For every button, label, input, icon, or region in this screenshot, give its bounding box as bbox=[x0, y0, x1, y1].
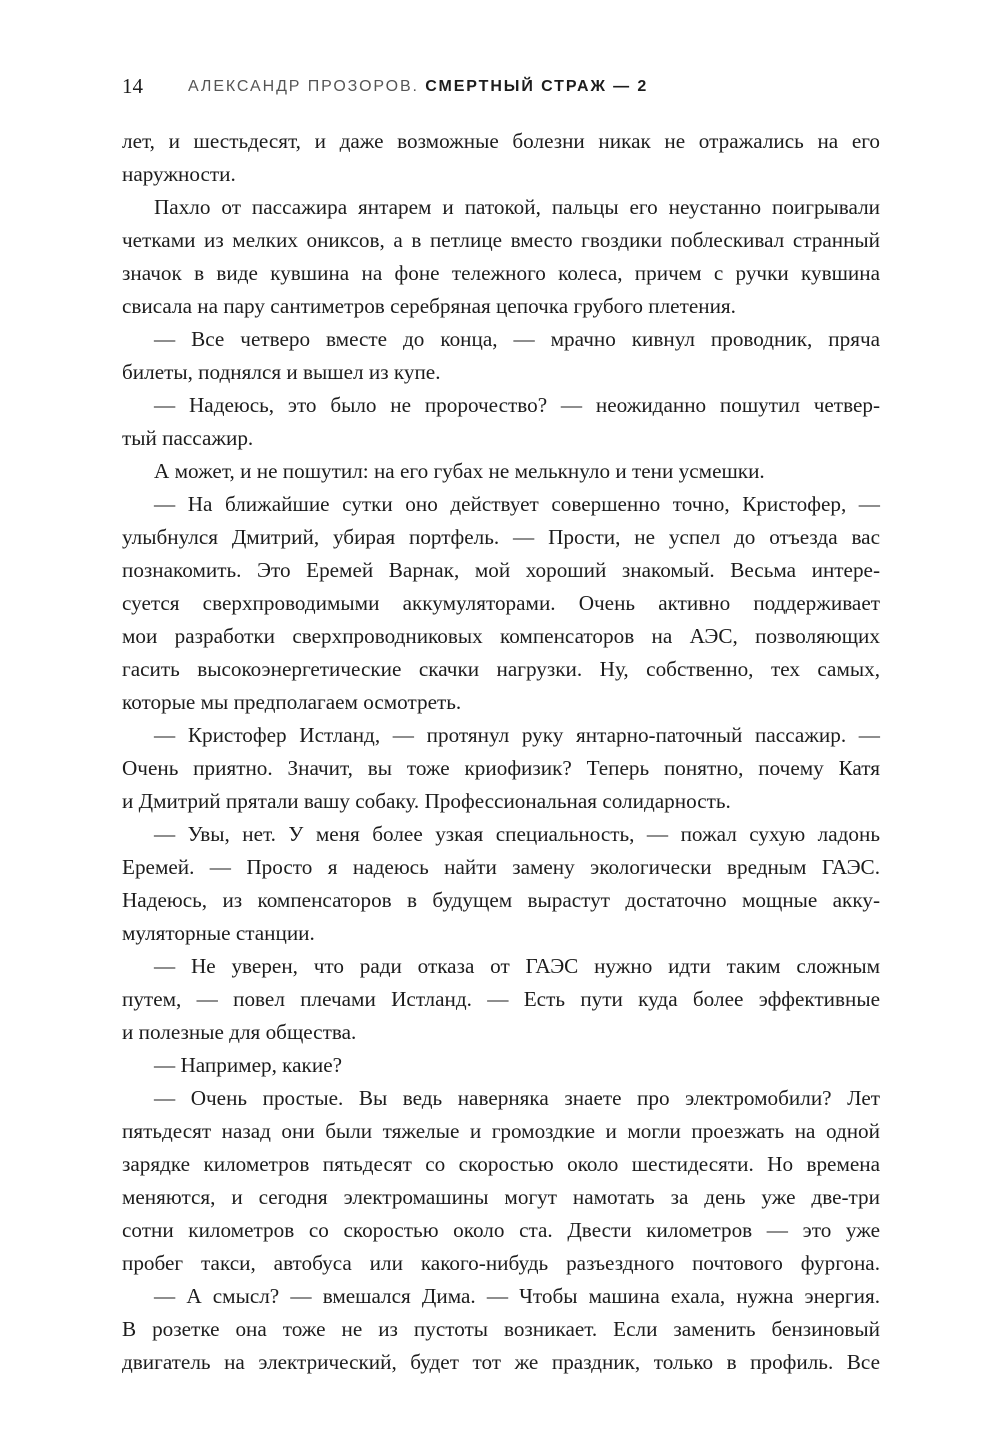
text-line: лет, и шестьдесят, и даже возможные болезни никак не отражались на его bbox=[122, 129, 880, 153]
text-line: — Очень простые. Вы ведь наверняка знаете про электромобили? Лет bbox=[154, 1086, 880, 1110]
text-line: — Все четверо вместе до конца, — мрачно кивнул проводник, пряча bbox=[154, 327, 880, 351]
text-line: суется сверхпроводимыми аккумуляторами. Очень активно поддерживает bbox=[122, 591, 880, 615]
text-line: Пахло от пассажира янтарем и патокой, пальцы его неустанно поигрывали bbox=[154, 195, 880, 219]
book-title: СМЕРТНЫЙ СТРАЖ — 2 bbox=[425, 78, 649, 95]
running-header bbox=[122, 74, 882, 98]
page-number: 14 bbox=[122, 74, 143, 98]
text-line: меняются, и сегодня электромашины могут намотать за день уже две-три bbox=[122, 1185, 880, 1209]
text-line: и полезные для общества. bbox=[122, 1020, 357, 1044]
text-line: муляторные станции. bbox=[122, 921, 315, 945]
text-line: билеты, поднялся и вышел из купе. bbox=[122, 360, 441, 384]
text-line: — А смысл? — вмешался Дима. — Чтобы машина ехала, нужна энергия. bbox=[154, 1284, 880, 1308]
text-line: наружности. bbox=[122, 162, 236, 186]
text-line: пятьдесят назад они были тяжелые и громоздкие и могли проезжать на одной bbox=[122, 1119, 880, 1143]
text-line: — Не уверен, что ради отказа от ГАЭС нужно идти таким сложным bbox=[154, 954, 880, 978]
text-line: — Кристофер Истланд, — протянул руку янтарно-паточный пассажир. — bbox=[154, 723, 880, 747]
text-line: значок в виде кувшина на фоне тележного колеса, причем с ручки кувшина bbox=[122, 261, 880, 285]
body-text bbox=[122, 125, 880, 1379]
running-title bbox=[188, 76, 648, 98]
text-line: и Дмитрий прятали вашу собаку. Профессиональная солидарность. bbox=[122, 789, 731, 813]
text-line: зарядке километров пятьдесят со скоростью около шестидесяти. Но времена bbox=[122, 1152, 880, 1176]
author-name: АЛЕКСАНДР ПРОЗОРОВ. bbox=[188, 78, 419, 95]
text-line: — Надеюсь, это было не пророчество? — неожиданно пошутил четвер- bbox=[154, 393, 880, 417]
text-line: В розетке она тоже не из пустоты возникает. Если заменить бензиновый bbox=[122, 1317, 880, 1341]
text-line: сотни километров со скоростью около ста. Двести километров — это уже bbox=[122, 1218, 880, 1242]
text-line: четками из мелких ониксов, а в петлице вместо гвоздики поблескивал странный bbox=[122, 228, 880, 252]
text-line: пробег такси, автобуса или какого-нибудь разъездного почтового фургона. bbox=[122, 1251, 880, 1275]
text-line: двигатель на электрический, будет тот же праздник, только в профиль. Все bbox=[122, 1350, 880, 1374]
text-line: которые мы предполагаем осмотреть. bbox=[122, 690, 462, 714]
text-line: тый пассажир. bbox=[122, 426, 254, 450]
text-line: — На ближайшие сутки оно действует совершенно точно, Кристофер, — bbox=[154, 492, 880, 516]
text-line: улыбнулся Дмитрий, убирая портфель. — Прости, не успел до отъезда вас bbox=[122, 525, 880, 549]
text-line: Очень приятно. Значит, вы тоже криофизик? Теперь понятно, почему Катя bbox=[122, 756, 880, 780]
text-line: гасить высокоэнергетические скачки нагрузки. Ну, собственно, тех самых, bbox=[122, 657, 880, 681]
text-line: путем, — повел плечами Истланд. — Есть пути куда более эффективные bbox=[122, 987, 880, 1011]
text-line: познакомить. Это Еремей Варнак, мой хороший знакомый. Весьма интере- bbox=[122, 558, 880, 582]
text-line: свисала на пару сантиметров серебряная цепочка грубого плетения. bbox=[122, 294, 736, 318]
text-line: — Например, какие? bbox=[154, 1053, 342, 1077]
text-line: мои разработки сверхпроводниковых компенсаторов на АЭС, позволяющих bbox=[122, 624, 880, 648]
text-line: — Увы, нет. У меня более узкая специальность, — пожал сухую ладонь bbox=[154, 822, 880, 846]
text-line: Еремей. — Просто я надеюсь найти замену экологически вредным ГАЭС. bbox=[122, 855, 880, 879]
text-line: А может, и не пошутил: на его губах не мелькнуло и тени усмешки. bbox=[154, 459, 765, 483]
text-line: Надеюсь, из компенсаторов в будущем вырастут достаточно мощные акку- bbox=[122, 888, 880, 912]
